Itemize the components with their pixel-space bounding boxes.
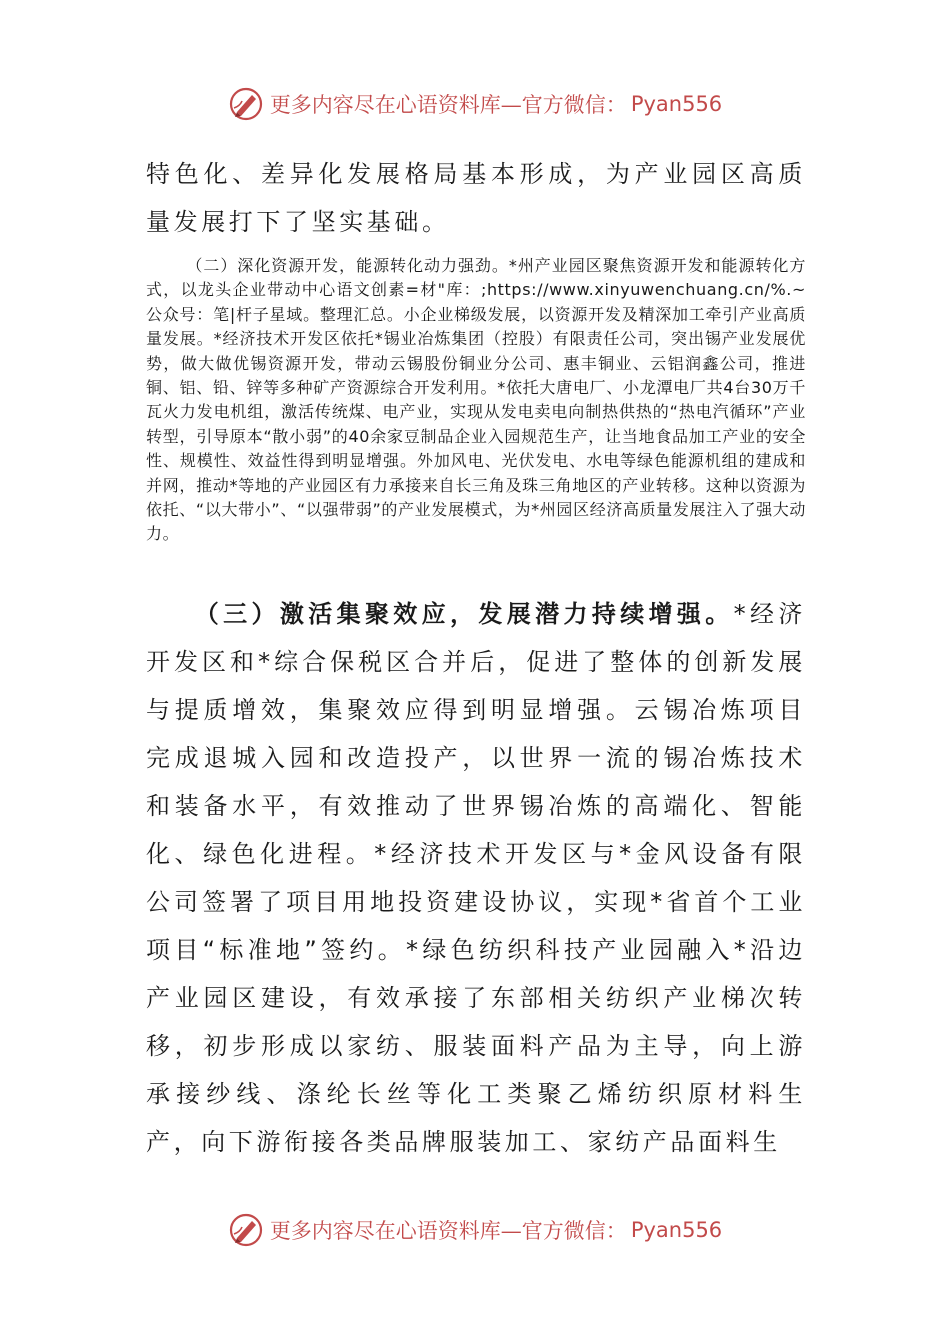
paragraph-body: *经济开发区和*综合保税区合并后，促进了整体的创新发展与提质增效，集聚效应得到明显增强。云锡冶炼项目完成退城入园和改造投产，以世界一流的锡冶炼技术和装备水平，有效推动了世界锡冶炼的高端化、智能化、绿色化进程。*经济技术开发区与*金风设备有限公司签署了项目用地投资建设协议，实现*省首个工业项目“标准地”签约。*绿色纺织科技产业园融入*沿边产业园区建设，有效承接了东部相关纺织产业梯次转移，初步形成以家纺、服装面料产品为主导，向上游承接纱线、涤纶长丝等化工类聚乙烯纺织原材料生产，向下游衔接各类品牌服装加工、家纺产品面料生	[146, 600, 806, 1156]
paragraph-section-three	[146, 590, 806, 1166]
banner-handle: Pyan556	[630, 1218, 723, 1242]
banner-text: 更多内容尽在心语资料库—官方微信：	[269, 1219, 627, 1243]
banner-handle: Pyan556	[630, 92, 723, 116]
paragraph-body: （二）深化资源开发，能源转化动力强劲。*州产业园区聚焦资源开发和能源转化方式，以龙头企业带动中心语文创素=材"库：;https://www.xinyuwenchuang.cn/%.~公众号：笔|杆子星域。整理汇总。小企业梯级发展，以资源开发及精深加工牵引产业高质量发展。*经济技术开发区依托*锡业冶炼集团（控股）有限责任公司，突出锡产业发展优势，做大做优锡资源开发，带动云锡股份铜业分公司、惠丰铜业、云铝润鑫公司，推进铜、铝、铅、锌等多种矿产资源综合开发利用。*依托大唐电厂、小龙潭电厂共4台30万千瓦火力发电机组，激活传统煤、电产业，实现从发电卖电向制热供热的“热电汽循环”产业转型，引导原本“散小弱”的40余家豆制品企业入园规范生产，让当地食品加工产业的安全性、规模性、效益性得到明显增强。外加风电、光伏发电、水电等绿色能源机组的建成和并网，推动*等地的产业园区有力承接来自长三角及珠三角地区的产业转移。这种以资源为依托、“以大带小”、“以强带弱”的产业发展模式，为*州园区经济高质量发展注入了强大动力。	[146, 256, 806, 544]
paragraph-text	[146, 590, 806, 1166]
banner-text: 更多内容尽在心语资料库—官方微信：	[269, 93, 627, 117]
paragraph-text	[146, 254, 806, 547]
pen-logo-icon	[228, 86, 264, 122]
paragraph-text: 特色化、差异化发展格局基本形成，为产业园区高质量发展打下了坚实基础。	[146, 160, 806, 236]
section-heading: （三）激活集聚效应，发展潜力持续增强。	[194, 600, 734, 628]
pen-logo-icon	[228, 1212, 264, 1248]
header-watermark-banner	[0, 84, 950, 124]
paragraph-section-two	[146, 254, 806, 547]
paragraph-continued	[146, 150, 806, 246]
footer-watermark-banner	[0, 1210, 950, 1250]
